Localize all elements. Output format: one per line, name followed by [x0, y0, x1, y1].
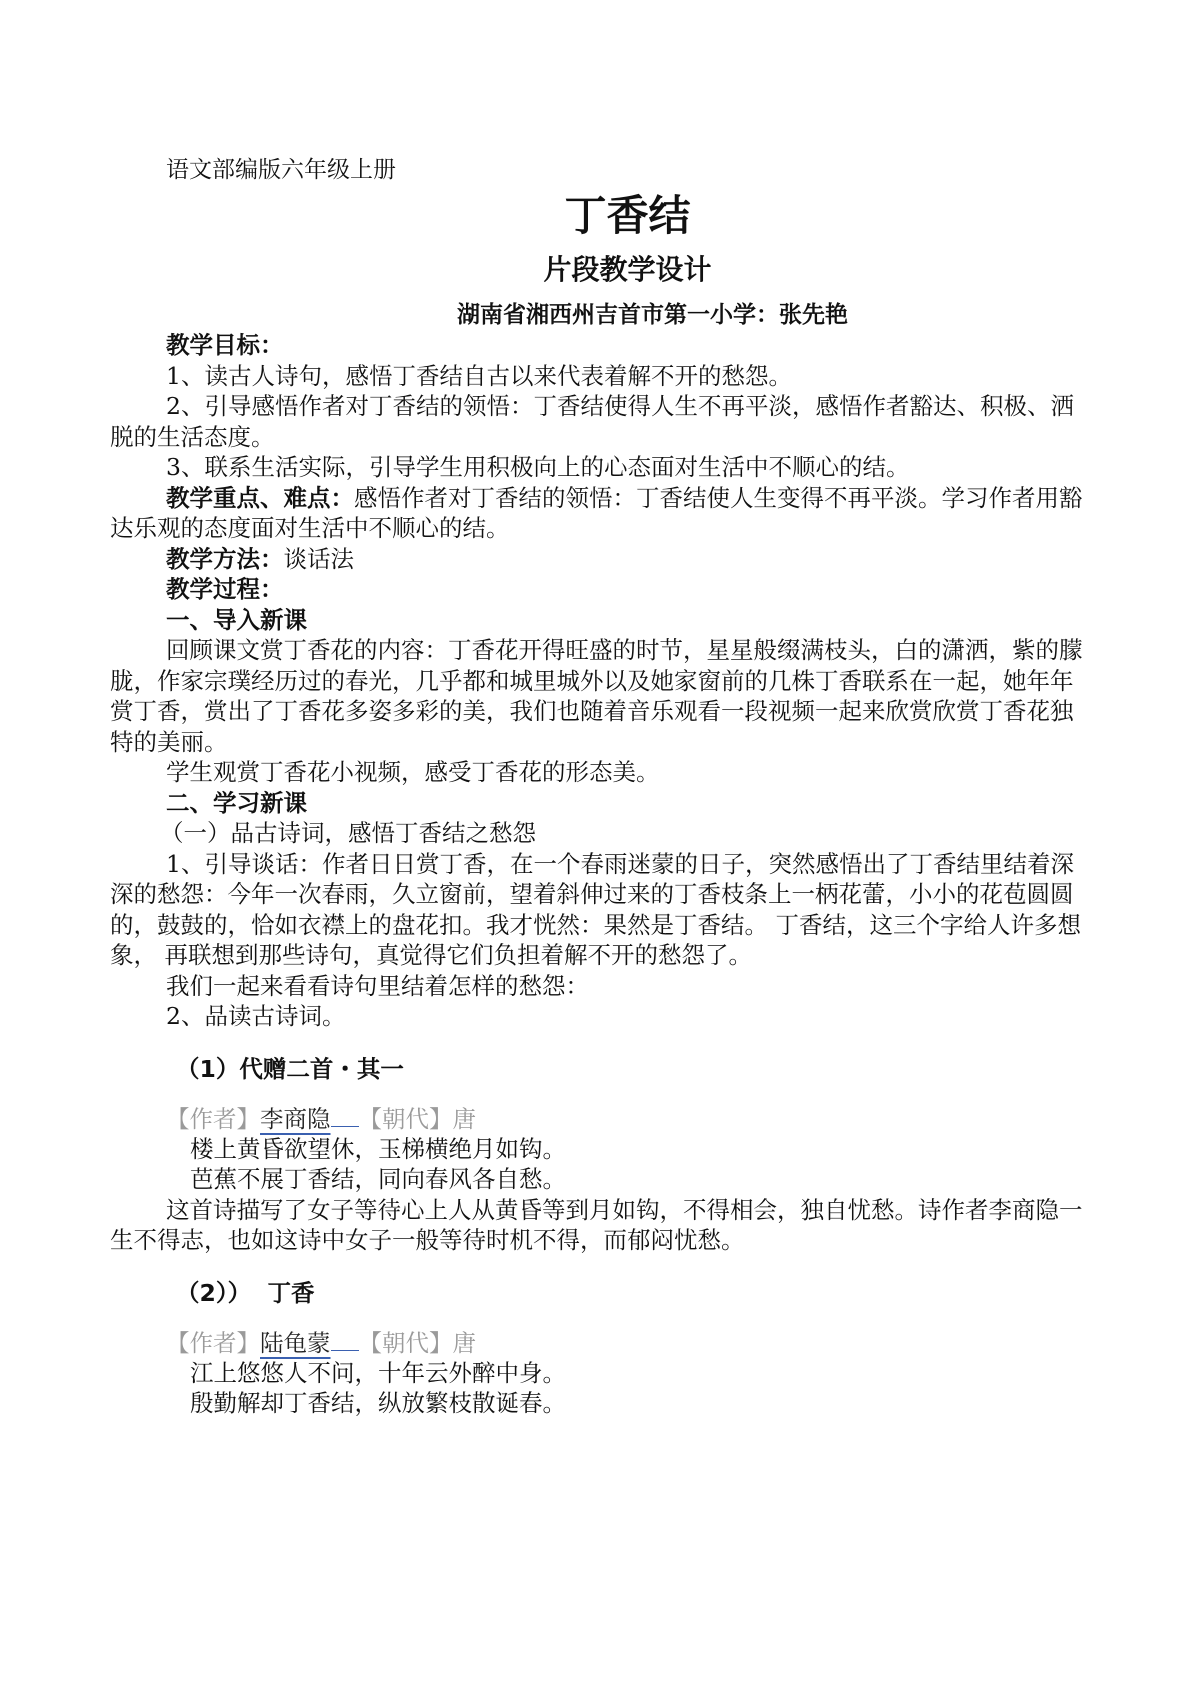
objective-item-2: 2、引导感悟作者对丁香结的领悟：丁香结使得人生不再平淡，感悟作者豁达、积极、洒脱的生活态度。: [110, 392, 1074, 451]
section1-heading: 一、导入新课: [166, 605, 307, 634]
key-points: [110, 483, 1085, 544]
section2-paragraph-2: 我们一起来看看诗句里结着怎样的愁怨：: [166, 971, 589, 1000]
poem-1-author: 李商隐: [260, 1104, 331, 1133]
teaching-method: [110, 544, 1085, 575]
section2-paragraph-1: 1、引导谈话：作者日日赏丁香，在一个春雨迷蒙的日子，突然感悟出了丁香结里结着深深的愁怨：今年一次春雨，久立窗前，望着斜伸过来的丁香枝条上一柄花蕾，小小的花苞圆圆的，鼓鼓的，恰如衣襟上的盘花扣。我才恍然：果然是丁香结。 丁香结，这三个字给人许多想象， 再联想到那些诗句，真觉得它们负担着解不开的愁怨了。: [110, 849, 1081, 969]
poem-2-dynasty-label: 【朝代】: [358, 1328, 453, 1357]
method-text: 谈话法: [283, 544, 354, 573]
section2-paragraph-3: 2、品读古诗词。: [166, 1002, 346, 1030]
page-title: 丁香结: [564, 191, 691, 240]
poem-1-line-2: 芭蕉不展丁香结，同向春风各自愁。: [190, 1165, 566, 1193]
section2-heading: 二、学习新课: [166, 788, 307, 817]
objective-item-3: 3、联系生活实际，引导学生用积极向上的心态面对生活中不顺心的结。: [166, 453, 910, 481]
document-body: [110, 155, 1085, 1419]
method-label: 教学方法：: [166, 544, 284, 573]
series-label: 语文部编版六年级上册: [166, 157, 396, 183]
objectives-heading: 教学目标：: [166, 331, 284, 359]
poem-2-title: （2）） 丁香: [176, 1278, 315, 1307]
poem-2-line-2: 殷勤解却丁香结，纵放繁枝散诞春。: [190, 1389, 566, 1417]
poem-1-dynasty-label: 【朝代】: [358, 1104, 453, 1133]
section1-paragraph-2: 学生观赏丁香花小视频，感受丁香花的形态美。: [166, 758, 660, 786]
poem-1-title: （1）代赠二首・其一: [176, 1054, 404, 1083]
poem-2-dynasty: 唐: [452, 1328, 476, 1357]
poem-2-author-label: 【作者】: [166, 1328, 260, 1357]
section2-subheading: （一）品古诗词，感悟丁香结之愁怨: [160, 819, 536, 847]
poem-2-meta: [110, 1328, 1085, 1358]
poem-1-author-label: 【作者】: [166, 1104, 260, 1133]
section1-paragraph-1: 回顾课文赏丁香花的内容：丁香花开得旺盛的时节，星星般缀满枝头，白的潇洒，紫的朦胧，作家宗璞经历过的春光，几乎都和城里城外以及她家窗前的几株丁香联系在一起，她年年赏丁香，赏出了丁香花多姿多彩的美，我们也随着音乐观看一段视频一起来欣赏欣赏丁香花独特的美丽。: [110, 636, 1083, 756]
poem-1-line-1: 楼上黄昏欲望休，玉梯横绝月如钩。: [190, 1134, 566, 1163]
objective-item-1: 1、读古人诗句，感悟丁香结自古以来代表着解不开的愁怨。: [166, 361, 792, 390]
process-heading: 教学过程：: [166, 575, 284, 603]
key-points-text: 感悟作者对丁香结的领悟：丁香结使人生变得不再平淡。学习作者用豁达乐观的态度面对生活中不顺心的结。: [110, 483, 1083, 542]
poem-2-line-1: 江上悠悠人不问，十年云外醉中身。: [190, 1358, 566, 1387]
poem-1-dynasty: 唐: [452, 1104, 476, 1133]
key-points-label: 教学重点、难点：: [166, 483, 354, 512]
poem-1-underline: [331, 1125, 359, 1127]
poem-2-author: 陆龟蒙: [260, 1328, 331, 1357]
poem-1-comment: 这首诗描写了女子等待心上人从黄昏等到月如钩，不得相会，独自忧愁。诗作者李商隐一生不得志，也如这诗中女子一般等待时机不得，而郁闷忧愁。: [110, 1195, 1083, 1254]
page-subtitle: 片段教学设计: [543, 253, 712, 286]
school-author: 湖南省湘西州吉首市第一小学：张先艳: [457, 302, 848, 328]
poem-2-underline: [331, 1349, 359, 1351]
poem-1-meta: [110, 1104, 1085, 1134]
